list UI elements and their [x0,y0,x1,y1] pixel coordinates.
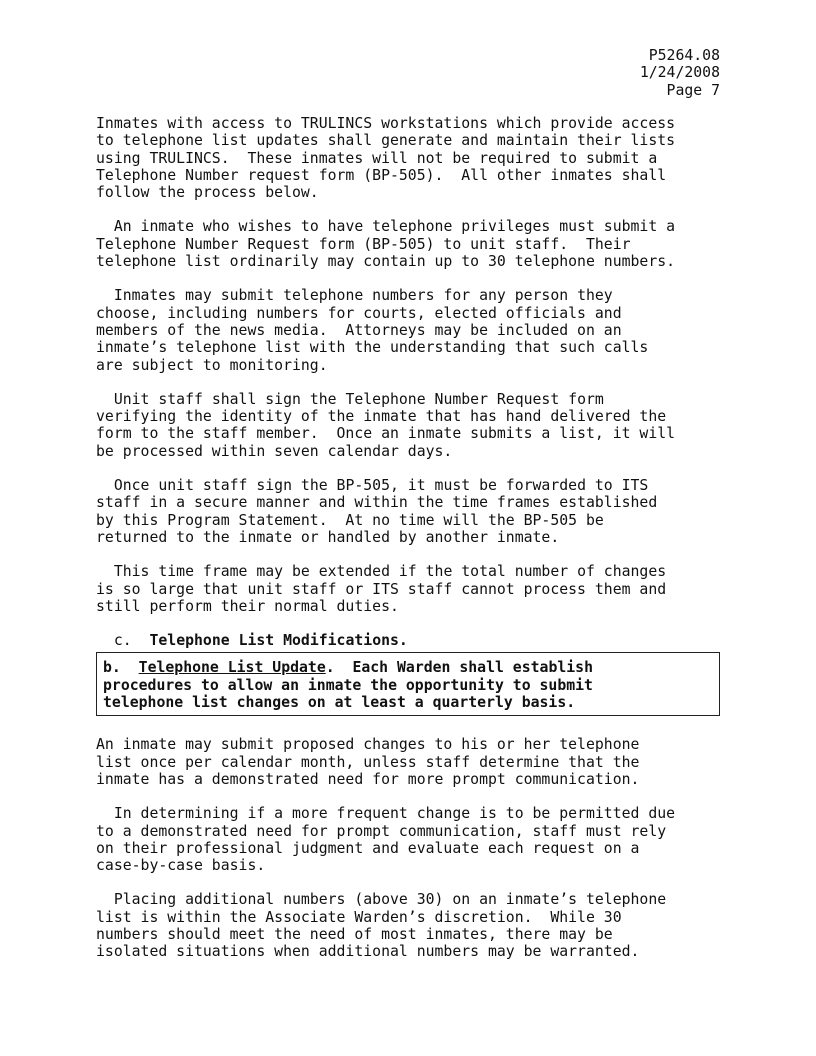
document-date: 1/24/2008 [639,64,720,82]
boxed-text-rest: procedures to allow an inmate the opportunity to submit telephone list changes on at least a quarterly basis. [103,676,593,712]
section-heading-c [96,632,736,649]
paragraph-forwarding: Once unit staff sign the BP-505, it must be forwarded to ITS staff in a secure manner and within the time frames established by this Program Statement. At no time will the BP-505 be returned to the inmate or handled by another inmate. [96,477,658,546]
boxed-letter: b. [103,659,121,677]
boxed-title: Telephone List Update [138,659,326,677]
page-number: Page 7 [666,81,720,99]
paragraph-submit-numbers: Inmates may submit telephone numbers for any person they choose, including numbers for courts, elected officials and members of the news media. Attorneys may be included on an inmate’s telephone list with the understanding that such calls are subject to monitoring. [96,287,649,374]
section-title: Telephone List Modifications. [149,632,408,650]
section-letter: c. [113,632,132,650]
document-number: P5264.08 [648,47,720,64]
paragraph-trulincs: Inmates with access to TRULINCS workstations which provide access to telephone list updates shall generate and maintain their lists using TRULINCS. These inmates will not be required to submit a Telephone Number request form (BP-505). All other inmates shall follow the process below. [96,115,676,202]
paragraph-monthly-changes: An inmate may submit proposed changes to his or her telephone list once per calendar month, unless staff determine that the inmate has a demonstrated need for more prompt communication. [96,736,640,788]
paragraph-telephone-privileges: An inmate who wishes to have telephone privileges must submit a Telephone Number Request form (BP-505) to unit staff. Their telephone list ordinarily may contain up to 30 telephone numbers. [96,218,676,271]
paragraph-frequent-change: In determining if a more frequent change is to be permitted due to a demonstrated need for prompt communication, staff must rely on their professional judgment and evaluate each request on a case-by-case basis. [96,805,676,875]
paragraph-additional-numbers: Placing additional numbers (above 30) on an inmate’s telephone list is within the Associate Warden’s discretion. While 30 numbers should meet the need of most inmates, there may be isolated situations when additional numbers may be warranted. [96,891,667,961]
document-body [96,115,736,978]
paragraph-time-frame: This time frame may be extended if the total number of changes is so large that unit staff or ITS staff cannot process them and still perform their normal duties. [96,563,667,615]
paragraph-unit-staff-sign: Unit staff shall sign the Telephone Number Request form verifying the identity of the inmate that has hand delivered the form to the staff member. Once an inmate submits a list, it will be processed within seven calendar days. [96,390,676,460]
page-header [640,47,720,99]
boxed-text-line1: . Each Warden shall establish [325,659,593,677]
boxed-standard [96,652,720,716]
